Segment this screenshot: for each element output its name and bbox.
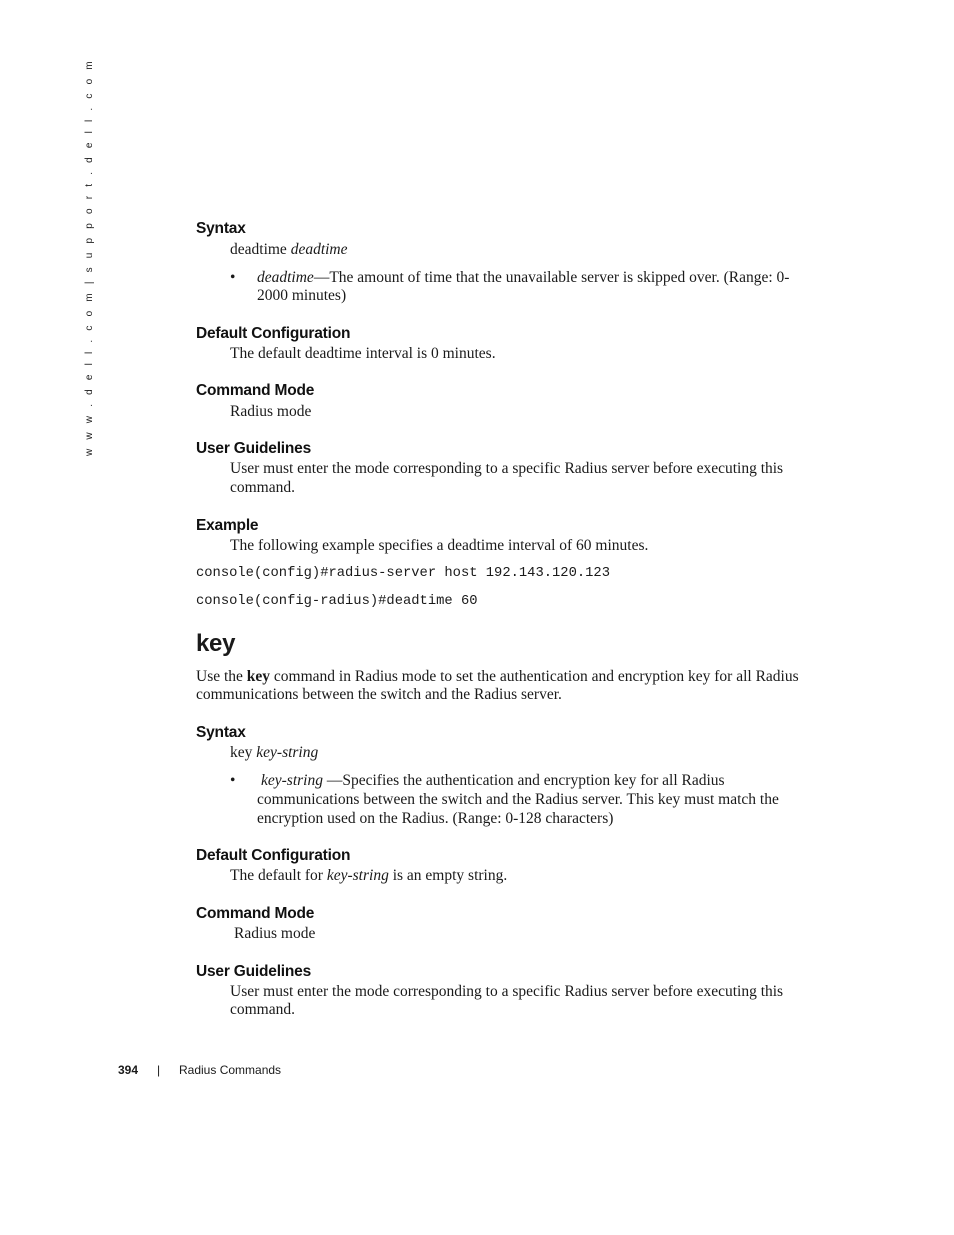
intro-line-2: communications between the switch and the Radius server. [196, 686, 562, 703]
key-bullet-description: —Specifies the authentication and encryption key for all Radius [322, 772, 725, 789]
section-title-key: key [196, 630, 236, 657]
key-user-guidelines-line-2: command. [230, 1001, 295, 1018]
syntax-command: deadtime [230, 241, 287, 258]
default-config-text: The default deadtime interval is 0 minutes. [230, 345, 496, 362]
key-command-mode-heading: Command Mode [196, 905, 315, 922]
bullet-parameter: deadtime [257, 269, 314, 286]
key-default-config-heading: Default Configuration [196, 847, 351, 864]
bullet-line-1 [257, 269, 789, 288]
key-default-post: is an empty string. [388, 867, 508, 884]
key-syntax-command: key [230, 744, 253, 761]
bullet-marker: • [230, 269, 236, 286]
key-user-guidelines-line-1: User must enter the mode corresponding to a specific Radius server before executing this [230, 983, 784, 1000]
key-syntax-parameter: key-string [256, 744, 319, 761]
code-line-2: console(config-radius)#deadtime 60 [196, 594, 478, 609]
footer-separator: | [157, 1063, 161, 1077]
syntax-parameter: deadtime [290, 241, 348, 258]
key-bullet-line-3: encryption used on the Radius. (Range: 0-128 characters) [257, 810, 614, 827]
key-bullet-parameter: key-string [261, 772, 323, 789]
side-url: w w w . d e l l . c o m | s u p p o r t . d e l l . c o m [84, 58, 95, 456]
code-line-1: console(config)#radius-server host 192.143.120.123 [196, 566, 610, 581]
footer-section-name: Radius Commands [179, 1063, 282, 1077]
example-text: The following example specifies a deadtime interval of 60 minutes. [230, 537, 649, 554]
intro-pre: Use the [196, 668, 247, 685]
bullet-description: —The amount of time that the unavailable server is skipped over. (Range: 0- [313, 269, 790, 286]
key-user-guidelines-heading: User Guidelines [196, 963, 312, 980]
command-mode-heading: Command Mode [196, 382, 315, 399]
intro-line-1 [196, 668, 799, 687]
key-bullet-line-1 [261, 772, 725, 791]
key-syntax-line [230, 744, 318, 763]
key-default-config-text [230, 867, 507, 886]
user-guidelines-line-2: command. [230, 479, 295, 496]
key-bullet-line-2: communications between the switch and the Radius server. This key must match the [257, 791, 779, 808]
user-guidelines-line-1: User must enter the mode corresponding to a specific Radius server before executing this [230, 460, 784, 477]
user-guidelines-heading: User Guidelines [196, 440, 312, 457]
syntax-line [230, 241, 348, 260]
intro-post: command in Radius mode to set the authentication and encryption key for all Radius [270, 668, 799, 685]
example-heading: Example [196, 517, 259, 534]
bullet-line-2: 2000 minutes) [257, 287, 347, 304]
key-command-mode-text: Radius mode [234, 925, 316, 942]
key-default-pre: The default for [230, 867, 327, 884]
intro-command: key [246, 668, 271, 685]
page-number: 394 [118, 1063, 139, 1077]
key-syntax-heading: Syntax [196, 724, 246, 741]
key-default-parameter: key-string [326, 867, 389, 884]
default-config-heading: Default Configuration [196, 325, 351, 342]
command-mode-text: Radius mode [230, 403, 312, 420]
key-bullet-marker: • [230, 772, 236, 789]
syntax-heading: Syntax [196, 220, 246, 237]
